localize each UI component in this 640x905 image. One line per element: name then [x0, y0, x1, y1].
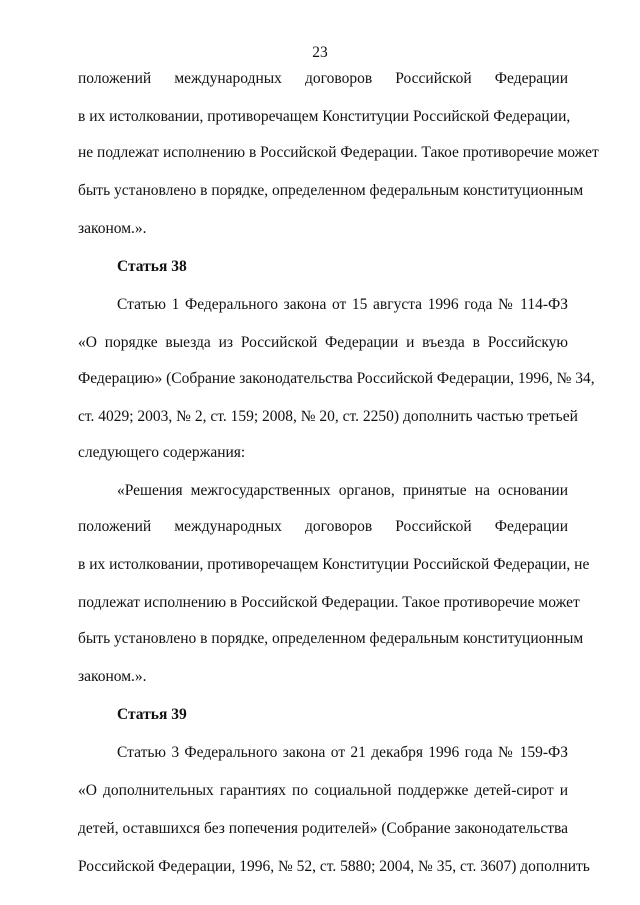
text-line: быть установлено в порядке, определенном федеральным конституционным	[78, 182, 584, 199]
text-line: «О дополнительных гарантиях по социальной поддержке детей-сирот и	[78, 782, 568, 799]
article-heading: Статья 39	[117, 706, 187, 723]
text-line: положений международных договоров Российской Федерации	[78, 70, 568, 87]
text-line: «Решения межгосударственных органов, принятые на основании	[117, 482, 568, 499]
text-line: Федерацию» (Собрание законодательства Российской Федерации, 1996, № 34,	[78, 370, 595, 387]
text-line: законом.».	[78, 220, 147, 237]
text-line: не подлежат исполнению в Российской Федерации. Такое противоречие может	[78, 144, 599, 161]
page-number: 23	[312, 44, 328, 61]
article-heading: Статья 38	[117, 258, 187, 275]
text-line: Статью 1 Федерального закона от 15 августа 1996 года № 114-ФЗ	[117, 296, 568, 313]
text-line: «О порядке выезда из Российской Федерации и въезда в Российскую	[78, 334, 568, 351]
text-line: законом.».	[78, 668, 147, 685]
text-line: положений международных договоров Российской Федерации	[78, 518, 568, 535]
text-line: ст. 4029; 2003, № 2, ст. 159; 2008, № 20, ст. 2250) дополнить частью третьей	[78, 408, 578, 425]
text-line: следующего содержания:	[78, 444, 246, 461]
text-line: в их истолковании, противоречащем Конституции Российской Федерации,	[78, 108, 571, 125]
text-line: Российской Федерации, 1996, № 52, ст. 5880; 2004, № 35, ст. 3607) дополнить	[78, 858, 590, 875]
text-line: Статью 3 Федерального закона от 21 декабря 1996 года № 159-ФЗ	[117, 744, 568, 761]
text-line: быть установлено в порядке, определенном федеральным конституционным	[78, 630, 584, 647]
text-line: подлежат исполнению в Российской Федерации. Такое противоречие может	[78, 594, 580, 611]
text-line: детей, оставшихся без попечения родителей» (Собрание законодательства	[78, 820, 569, 837]
text-line: в их истолковании, противоречащем Конституции Российской Федерации, не	[78, 556, 590, 573]
